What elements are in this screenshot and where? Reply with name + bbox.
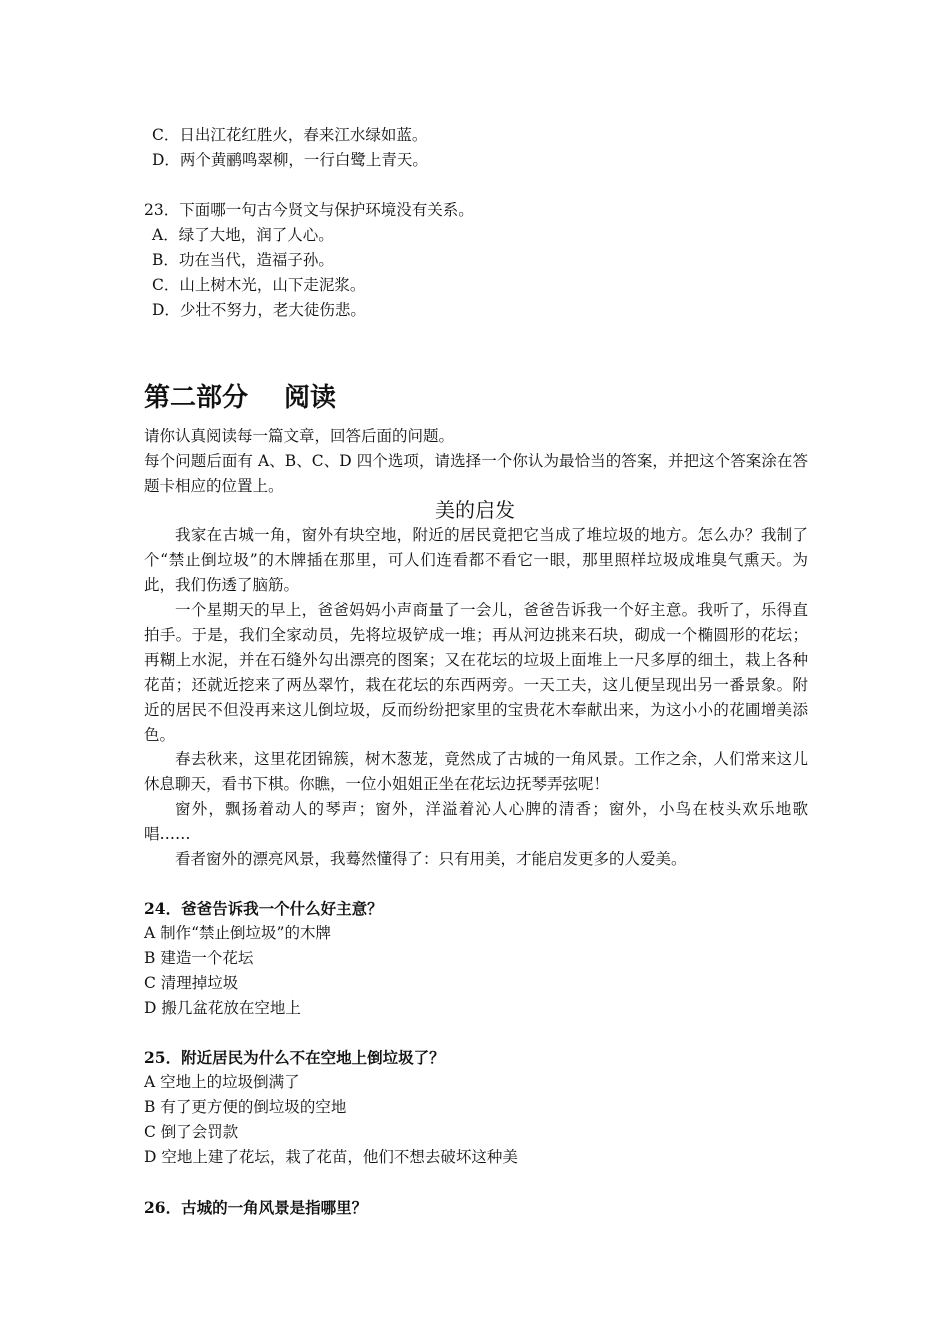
article-title: 美的启发 xyxy=(435,498,515,522)
q25-option-a: A 空地上的垃圾倒满了 xyxy=(144,1073,300,1091)
q24-option-c: C 清理掉垃圾 xyxy=(144,974,239,992)
q23-option-a: A．绿了大地，润了人心。 xyxy=(152,226,334,244)
article-paragraph: 窗外，飘扬着动人的琴声；窗外，洋溢着沁人心脾的清香；窗外，小鸟在枝头欢乐地歌唱…… xyxy=(144,800,808,843)
q22-option-d: D．两个黄鹂鸣翠柳，一行白鹭上青天。 xyxy=(152,151,428,169)
article-paragraph: 我家在古城一角，窗外有块空地，附近的居民竟把它当成了堆垃圾的地方。怎么办？我制了个“禁止倒垃圾”的木牌插在那里，可人们连看都不看它一眼，那里照样垃圾成堆臭气熏天。为此，我们伤透了脑筋。 xyxy=(144,526,808,594)
q26-stem: 26．古城的一角风景是指哪里？ xyxy=(144,1198,368,1217)
q22-option-c: C．日出江花红胜火，春来江水绿如蓝。 xyxy=(152,126,428,144)
instruction-line-1: 请你认真阅读每一篇文章，回答后面的问题。 xyxy=(144,427,455,445)
q25-option-c: C 倒了会罚款 xyxy=(144,1123,239,1141)
section-heading xyxy=(144,382,336,414)
section-name: 阅读 xyxy=(284,383,337,413)
q23-option-d: D．少壮不努力，老大徒伤悲。 xyxy=(152,301,366,319)
article-paragraph: 一个星期天的早上，爸爸妈妈小声商量了一会儿，爸爸告诉我一个好主意。我听了，乐得直拍手。于是，我们全家动员，先将垃圾铲成一堆；再从河边挑来石块，砌成一个椭圆形的花坛；再糊上水泥，并在石缝外勾出漂亮的图案；又在花坛的垃圾上面堆上一尺多厚的细土，栽上各种花苗；还就近挖来了两丛翠竹，栽在花坛的东西两旁。一天工夫，这儿便呈现出另一番景象。附近的居民不但没再来这儿倒垃圾，反而纷纷把家里的宝贵花木奉献出来，为这小小的花圃增美添色。 xyxy=(144,601,808,744)
article-paragraph: 看者窗外的漂亮风景，我蓦然懂得了：只有用美，才能启发更多的人爱美。 xyxy=(175,850,687,868)
q24-option-d: D 搬几盆花放在空地上 xyxy=(144,999,301,1017)
q24-stem: 24．爸爸告诉我一个什么好主意？ xyxy=(144,899,383,918)
q23-option-b: B．功在当代，造福子孙。 xyxy=(152,251,334,269)
q25-option-b: B 有了更方便的倒垃圾的空地 xyxy=(144,1098,347,1116)
article-paragraph: 春去秋来，这里花团锦簇，树木葱茏，竟然成了古城的一角风景。工作之余，人们常来这儿休息聊天，看书下棋。你瞧，一位小姐姐正坐在花坛边抚琴弄弦呢！ xyxy=(144,750,808,793)
q24-option-a: A 制作“禁止倒垃圾”的木牌 xyxy=(144,924,331,942)
q23-stem: 23．下面哪一句古今贤文与保护环境没有关系。 xyxy=(144,201,474,219)
q25-stem: 25．附近居民为什么不在空地上倒垃圾了？ xyxy=(144,1048,445,1067)
section-part: 第二部分 xyxy=(144,383,249,413)
instruction-line-2: 每个问题后面有 A、B、C、D 四个选项，请选择一个你认为最恰当的答案，并把这个答案涂在答题卡相应的位置上。 xyxy=(144,452,808,495)
q24-option-b: B 建造一个花坛 xyxy=(144,949,254,967)
q25-option-d: D 空地上建了花坛，栽了花苗，他们不想去破坏这种美 xyxy=(144,1148,518,1166)
q23-option-c: C．山上树木光，山下走泥浆。 xyxy=(152,276,366,294)
